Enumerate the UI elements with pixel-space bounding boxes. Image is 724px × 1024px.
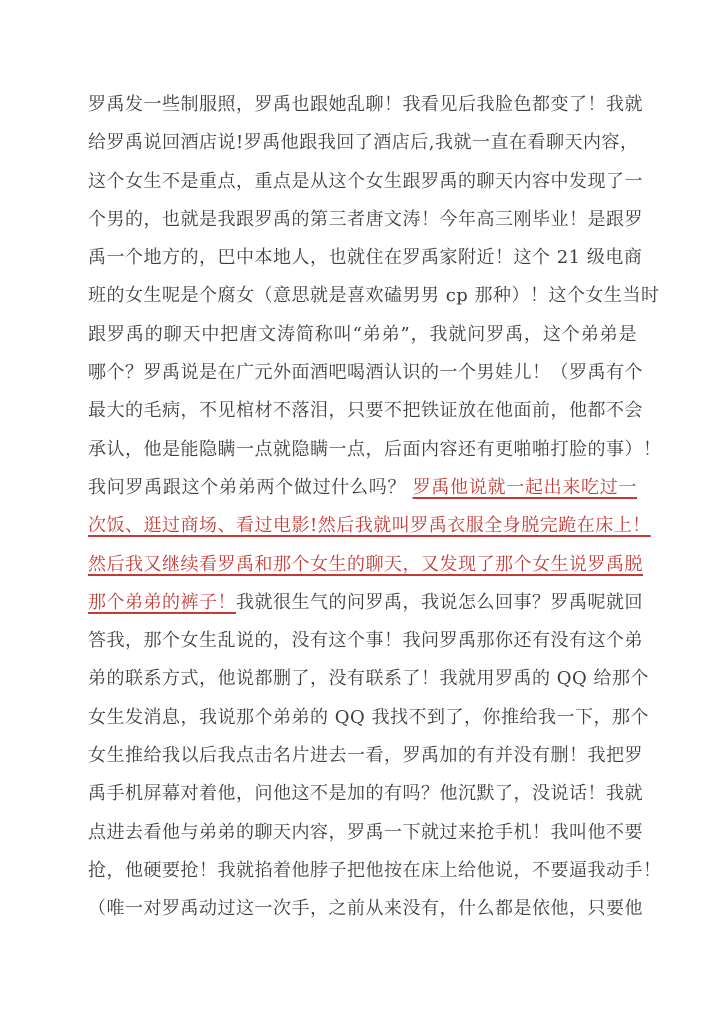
text-line xyxy=(88,469,637,507)
text-segment: 哪个？罗禹说是在广元外面酒吧喝酒认识的一个男娃儿！（罗禹有个 xyxy=(88,362,643,384)
text-line xyxy=(88,622,643,660)
text-segment: 班的女生呢是个腐女（意思就是喜欢磕男男 cp 那种）！这个女生当时 xyxy=(88,285,660,307)
text-line xyxy=(88,86,643,124)
text-line xyxy=(88,852,662,890)
text-segment: 这个女生不是重点，重点是从这个女生跟罗禹的聊天内容中发现了一 xyxy=(88,170,643,192)
text-line xyxy=(88,431,662,469)
text-segment: 禹手机屏幕对着他，问他这不是加的有吗？他沉默了，没说话！我就 xyxy=(88,783,643,805)
text-segment: 个男的，也就是我跟罗禹的第三者唐文涛！今年高三刚毕业！是跟罗 xyxy=(88,208,643,230)
text-segment: 罗禹发一些制服照，罗禹也跟她乱聊！我看见后我脸色都变了！我就 xyxy=(88,94,643,115)
highlighted-text-segment: 次饭、逛过商场、看过电影!然后我就叫罗禹衣服全身脱完跪在床上！ xyxy=(88,515,651,537)
text-line xyxy=(88,163,643,201)
text-segment: 答我，那个女生乱说的，没有这个事！我问罗禹那你还有没有这个弟 xyxy=(88,630,643,652)
text-segment: 点进去看他与弟弟的聊天内容，罗禹一下就过来抢手机！我叫他不要 xyxy=(88,821,643,843)
text-segment: 我就很生气的问罗禹，我说怎么回事？罗禹呢就回 xyxy=(236,591,643,613)
text-segment: 跟罗禹的聊天中把唐文涛简称叫“弟弟”，我就问罗禹，这个弟弟是 xyxy=(88,323,637,345)
text-segment: 承认，他是能隐瞒一点就隐瞒一点，后面内容还有更啪啪打脸的事）！ xyxy=(88,438,662,460)
text-line xyxy=(88,392,643,430)
text-line xyxy=(88,277,660,315)
text-line xyxy=(88,660,649,698)
text-segment: 弟的联系方式，他说都删了，没有联系了！我就用罗禹的 QQ 给那个 xyxy=(88,668,649,690)
text-line xyxy=(88,124,637,162)
text-line xyxy=(88,775,643,813)
text-line xyxy=(88,239,643,277)
text-line xyxy=(88,814,643,852)
text-block xyxy=(88,86,662,929)
text-line xyxy=(88,890,643,928)
text-line xyxy=(88,507,651,545)
text-segment: 最大的毛病，不见棺材不落泪，只要不把铁证放在他面前，他都不会 xyxy=(88,400,643,422)
text-line xyxy=(88,699,649,737)
text-line xyxy=(88,737,643,775)
text-line xyxy=(88,354,643,392)
text-line xyxy=(88,584,643,622)
text-segment: 我问罗禹跟这个弟弟两个做过什么吗？ xyxy=(88,476,413,498)
highlighted-text-segment: 罗禹他说就一起出来吃过一 xyxy=(412,476,637,498)
highlighted-text-segment: 然后我又继续看罗禹和那个女生的聊天，又发现了那个女生说罗禹脱 xyxy=(88,553,643,575)
text-line xyxy=(88,546,643,584)
text-segment: （唯一对罗禹动过这一次手，之前从来没有，什么都是依他，只要他 xyxy=(88,898,643,920)
text-line xyxy=(88,201,643,239)
text-segment: 女生推给我以后我点击名片进去一看，罗禹加的有并没有删！我把罗 xyxy=(88,745,643,767)
text-segment: 抢，他硬要抢！我就掐着他脖子把他按在床上给他说，不要逼我动手！ xyxy=(88,859,662,881)
text-line xyxy=(88,316,637,354)
highlighted-text-segment: 那个弟弟的裤子！ xyxy=(88,591,236,613)
text-segment: 女生发消息，我说那个弟弟的 QQ 我找不到了，你推给我一下，那个 xyxy=(88,706,649,728)
text-segment: 禹一个地方的，巴中本地人，也就住在罗禹家附近！这个 21 级电商 xyxy=(88,247,643,269)
text-segment: 给罗禹说回酒店说!罗禹他跟我回了酒店后,我就一直在看聊天内容， xyxy=(88,132,639,154)
